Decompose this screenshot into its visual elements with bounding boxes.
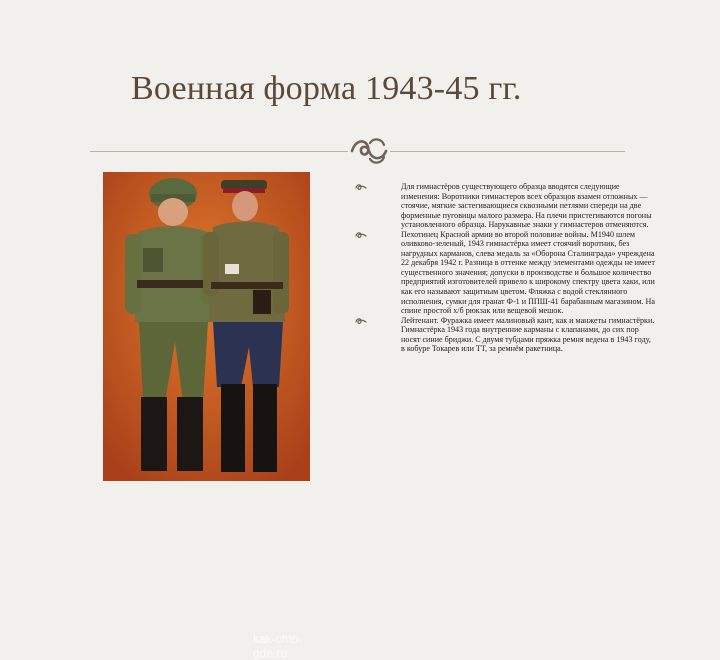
paragraph-lieutenant: Лейтенант. Фуражка имеет малиновый кант, как и манжеты гимнастёрки. Гимнастёрка 1943 года внутренние карманы с клапанами, до сих пор носят синие бриджи. С двумя тубдами пряжка ремня ведена в 1943 году, в кобуре Токарев или ТТ, за ремнём ракетница. [401,315,655,354]
swirl-bullet-icon [355,231,367,240]
list-item [355,230,655,316]
paragraph-infantryman: Пехотинец Красной армии во второй половине войны. М1940 шлем оливково-зеленый, 1943 гимнастёрка имеет стоячий воротник, без нагрудных карманов, слева медаль за «Оборона Сталинграда» учреждена 22 декабря 1942 г. Разница в оттенке между элементами одежды не имеет существенного значения; допуски в производстве и большое количество предприятий изготовителей привело к широкому спектру цвета хаки, или как его называют защитным цветом. Фляжка с водой стеклянного исполнения, сумки для гранат Ф-1 и ППШ-41 барабанным магазином. На спине простой х/б рюкзак или вещевой мешок. [401,229,655,316]
list-item [355,182,655,230]
text-content [355,182,655,354]
swirl-bullet-icon [355,317,367,326]
slide-title: Военная форма 1943-45 гг. [131,70,522,107]
photo-watermark: kak-chto-gde.ru [253,632,303,660]
list-item [355,316,655,354]
soldiers-photo [103,172,310,660]
scroll-ornament-icon [348,135,390,167]
swirl-bullet-icon [355,183,367,192]
paragraph-uniform-changes: Для гимнастёров существующего образца вводятся следующие изменения: Воротники гимнастеров всех образцов взамен отложных — стоячие, мягкие застегивающиеся сквозными петлями спереди на две форменные пуговицы малого размера. На плечи пристегиваются погоны установленного образца. Нарукавные знаки у гимнастеров отменяются. [401,182,652,230]
